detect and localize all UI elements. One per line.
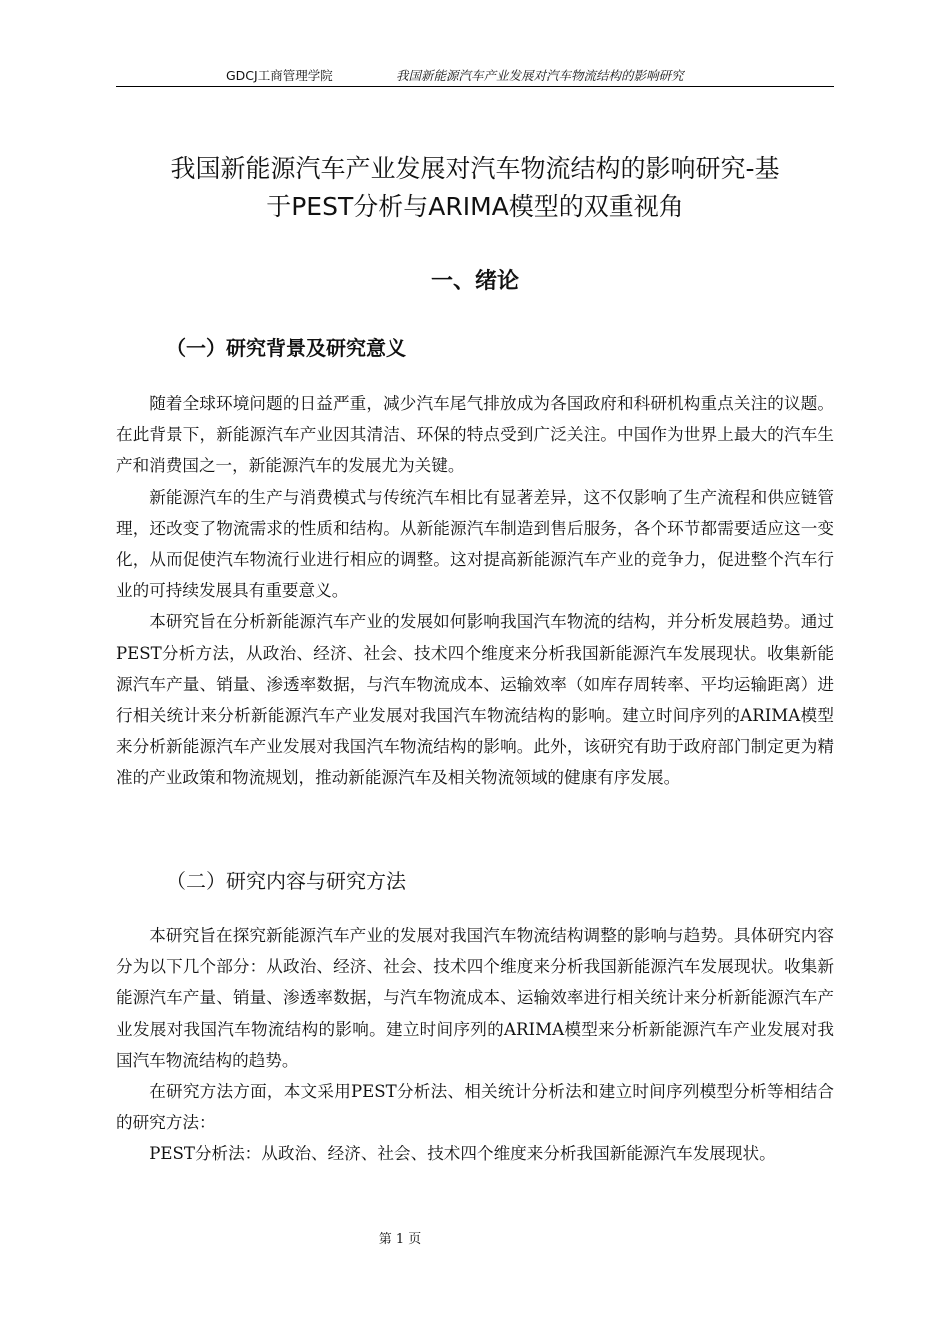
chapter-heading: 一、绪论 [430,269,519,294]
page-header [116,66,834,87]
paragraph: 在研究方法方面，本文采用PEST分析法、相关统计分析法和建立时间序列模型分析等相结合的研究方法： [116,1082,834,1133]
section-heading-background: （一）研究背景及研究意义 [166,336,406,360]
header-institution: GDCJ工商管理学院 [226,68,333,83]
title-line-2: 于PEST分析与ARIMA模型的双重视角 [266,192,684,221]
section-heading-content-methods: （二）研究内容与研究方法 [166,869,406,893]
title-line-1: 我国新能源汽车产业发展对汽车物流结构的影响研究-基 [170,154,780,183]
paragraph: 本研究旨在分析新能源汽车产业的发展如何影响我国汽车物流的结构，并分析发展趋势。通过PEST分析方法，从政治、经济、社会、技术四个维度来分析我国新能源汽车发展现状。收集新能源汽车产量、销量、渗透率数据，与汽车物流成本、运输效率（如库存周转率、平均运输距离）进行相关统计来分析新能源汽车产业发展对我国汽车物流结构的影响。建立时间序列的ARIMA模型来分析新能源汽车产业发展对我国汽车物流结构的影响。此外，该研究有助于政府部门制定更为精准的产业政策和物流规划，推动新能源汽车及相关物流领域的健康有序发展。 [116,612,834,788]
section-body-background [116,388,834,794]
paragraph: 随着全球环境问题的日益严重，减少汽车尾气排放成为各国政府和科研机构重点关注的议题。在此背景下，新能源汽车产业因其清洁、环保的特点受到广泛关注。中国作为世界上最大的汽车生产和消费国之一，新能源汽车的发展尤为关键。 [116,394,834,476]
section-body-content-methods [116,920,834,1170]
paragraph: 本研究旨在探究新能源汽车产业的发展对我国汽车物流结构调整的影响与趋势。具体研究内容分为以下几个部分：从政治、经济、社会、技术四个维度来分析我国新能源汽车发展现状。收集新能源汽车产量、销量、渗透率数据，与汽车物流成本、运输效率进行相关统计来分析新能源汽车产业发展对我国汽车物流结构的影响。建立时间序列的ARIMA模型来分析新能源汽车产业发展对我国汽车物流结构的趋势。 [116,926,834,1070]
paragraph: 新能源汽车的生产与消费模式与传统汽车相比有显著差异，这不仅影响了生产流程和供应链管理，还改变了物流需求的性质和结构。从新能源汽车制造到售后服务，各个环节都需要适应这一变化，从而促使汽车物流行业进行相应的调整。这对提高新能源汽车产业的竞争力，促进整个汽车行业的可持续发展具有重要意义。 [116,487,834,601]
page-number: 第 1 页 [378,1232,422,1247]
header-running-title: 我国新能源汽车产业发展对汽车物流结构的影响研究 [396,68,684,83]
paragraph: PEST分析法：从政治、经济、社会、技术四个维度来分析我国新能源汽车发展现状。 [149,1144,776,1164]
document-title [100,150,850,226]
